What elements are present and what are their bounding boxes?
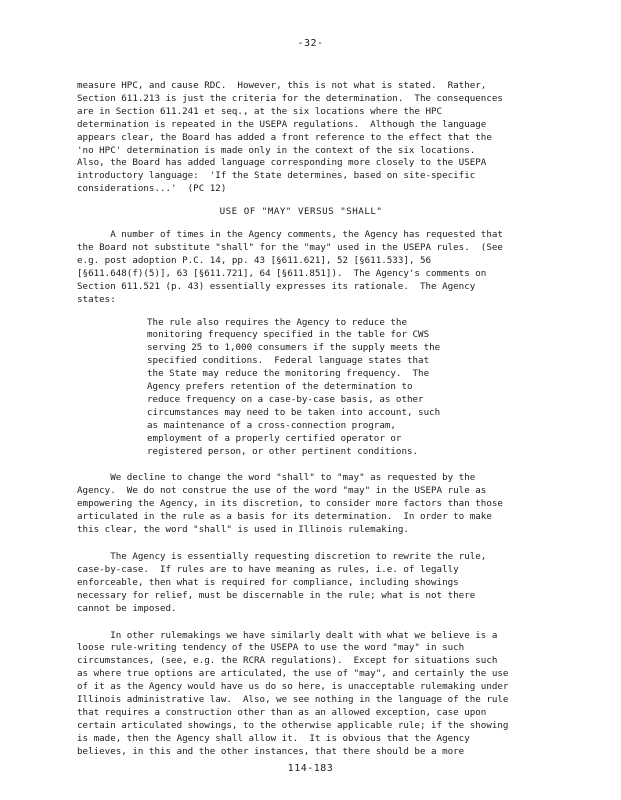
text-line: enforceable, then what is required for compliance, including showings — [77, 576, 459, 588]
section-heading: USE OF "MAY" VERSUS "SHALL" — [219, 206, 383, 218]
text-line: introductory language: 'If the State determines, based on site-specific — [77, 170, 476, 182]
quote-line: the State may reduce the monitoring frequency. The — [147, 368, 430, 380]
text-line: are in Section 611.241 et seq., at the six locations where the HPC — [77, 105, 443, 117]
quote-line: Agency prefers retention of the determination to — [147, 381, 413, 393]
text-line: is made, then the Agency shall allow it. It is obvious that the Agency — [77, 732, 470, 744]
text-line: as where true options are articulated, the use of "may", and certainly the use — [77, 668, 509, 680]
footer-page-id: 114-183 — [287, 763, 334, 774]
text-line: The Agency is essentially requesting discretion to rewrite the rule, — [77, 551, 487, 562]
document-body — [77, 80, 525, 759]
text-line: cannot be imposed. — [77, 602, 177, 614]
text-line: necessary for relief, must be discernable in the rule; what is not there — [77, 589, 476, 601]
text-line: empowering the Agency, in its discretion, to consider more factors than those — [77, 498, 503, 510]
quote-line: specified conditions. Federal language states that — [147, 355, 430, 367]
text-line: that requires a construction other than as an allowed exception, case upon — [77, 706, 487, 718]
quote-line: circumstances may need to be taken into account, such — [147, 406, 441, 418]
text-line: We decline to change the word "shall" to "may" as requested by the — [77, 472, 476, 484]
text-line: of it as the Agency would have us do so here, is unacceptable rulemaking under — [77, 681, 509, 693]
text-line: loose rule-writing tendency of the USEPA to use the word "may" in such — [77, 642, 465, 654]
quote-line: serving 25 to 1,000 consumers if the supply meets the — [147, 342, 441, 354]
text-line: case-by-case. If rules are to have meaning as rules, i.e. of legally — [77, 563, 459, 575]
text-line: In other rulemakings we have similarly dealt with what we believe is a — [77, 629, 498, 641]
text-line: the Board not substitute "shall" for the "may" used in the USEPA rules. (See — [77, 241, 503, 253]
text-line: states: — [77, 293, 116, 305]
text-line: Section 611.213 is just the criteria for the determination. The consequences — [77, 92, 503, 104]
quote-line: reduce frequency on a case-by-case basis, as other — [147, 393, 424, 405]
text-line: determination is repeated in the USEPA regulations. Although the language — [77, 118, 487, 130]
quote-line: monitoring frequency specified in the table for CWS — [147, 329, 430, 341]
text-line: circumstances, (see, e.g. the RCRA regulations). Except for situations such — [77, 655, 498, 667]
text-line: [§611.648(f)(5)], 63 [§611.721], 64 [§611.851]). The Agency's comments on — [77, 267, 487, 279]
text-line: believes, in this and the other instances, that there should be a more — [77, 745, 465, 757]
text-line: 'no HPC' determination is made only in the context of the six locations. — [77, 144, 476, 156]
text-line: articulated in the rule as a basis for its determination. In order to make — [77, 511, 492, 523]
text-line: Agency. We do not construe the use of the word "may" in the USEPA rule as — [77, 485, 487, 497]
text-line: Also, the Board has added language corresponding more closely to the USEPA — [77, 157, 487, 169]
quote-line: as maintenance of a cross-connection program, — [147, 419, 396, 431]
block-quote — [147, 317, 525, 459]
text-line: considerations...' (PC 12) — [77, 183, 227, 195]
text-line: appears clear, the Board has added a front reference to the effect that the — [77, 131, 492, 143]
quote-line: registered person, or other pertinent conditions. — [147, 445, 419, 457]
text-line: measure HPC, and cause RDC. However, this is not what is stated. Rather, — [77, 80, 487, 91]
page-number: -32- — [297, 38, 324, 49]
text-line: Section 611.521 (p. 43) essentially expresses its rationale. The Agency — [77, 280, 476, 292]
quote-line: The rule also requires the Agency to reduce the — [147, 316, 407, 328]
quote-line: employment of a properly certified operator or — [147, 432, 402, 444]
text-line: this clear, the word "shall" is used in Illinois rulemaking. — [77, 524, 409, 536]
text-line: A number of times in the Agency comments, the Agency has requested that — [77, 229, 503, 241]
text-line: certain articulated showings, to the otherwise applicable rule; if the showing — [77, 719, 509, 731]
text-line: e.g. post adoption P.C. 14, pp. 43 [§611.621], 52 [§611.533], 56 — [77, 254, 432, 266]
text-line: Illinois administrative law. Also, we see nothing in the language of the rule — [77, 694, 509, 706]
